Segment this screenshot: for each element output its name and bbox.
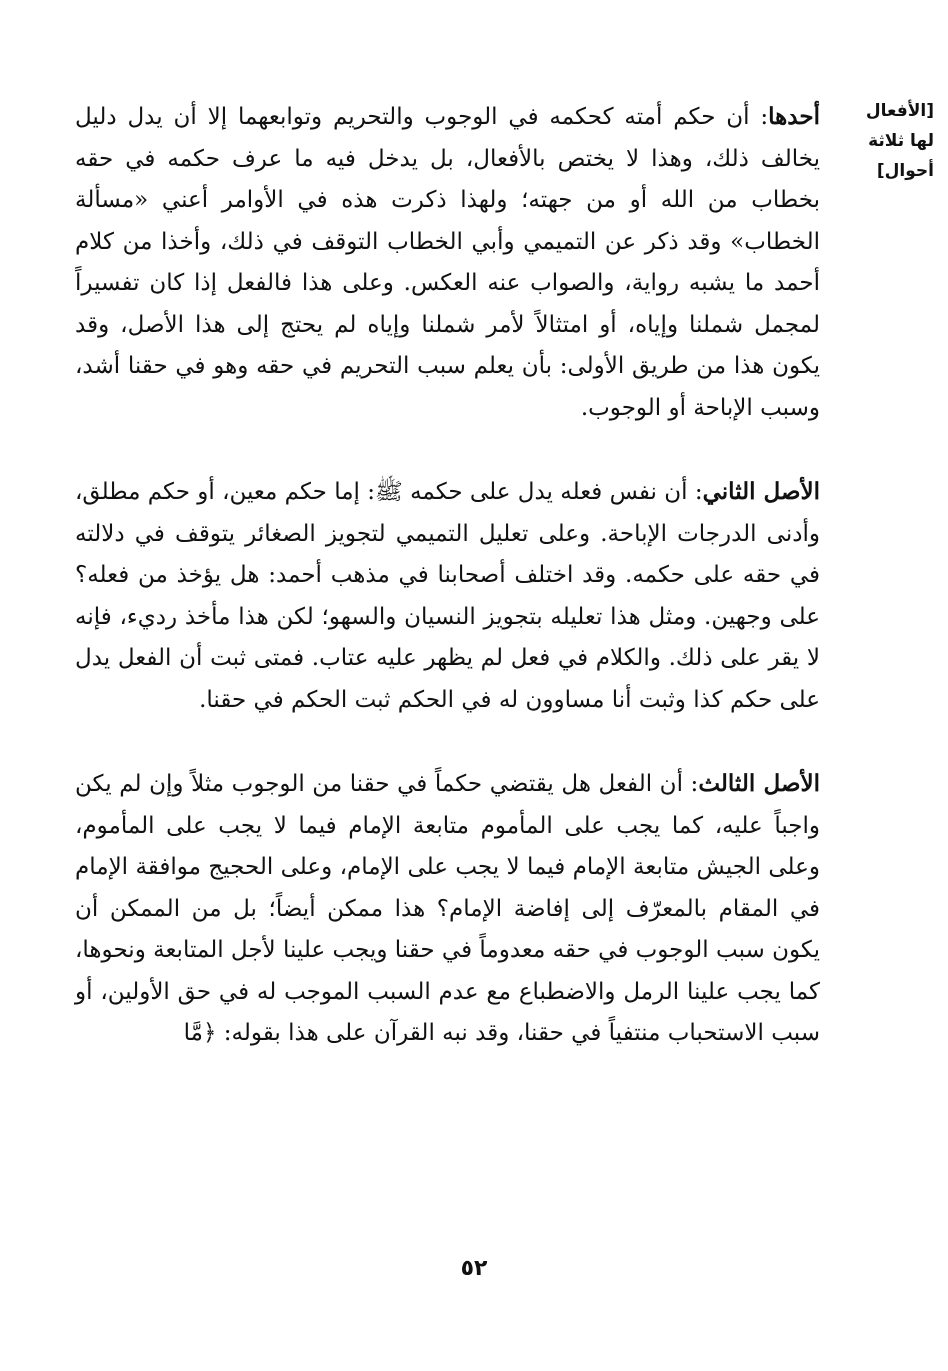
- paragraph-1: [75, 96, 820, 429]
- paragraph-2: [75, 471, 820, 721]
- paragraph-lead: الأصل الثاني: [702, 478, 820, 505]
- paragraph-text: : أن الفعل هل يقتضي حكماً في حقنا من الوجوب مثلاً وإن لم يكن واجباً عليه، كما يجب على المأموم متابعة الإمام فيما لا يجب على المأموم، وعلى الجيش متابعة الإمام فيما لا يجب على الإمام، وعلى الحجيج موافقة الإمام في المقام بالمعرّف إلى إفاضة الإمام؟ هذا ممكن أيضاً؛ بل من الممكن أن يكون سبب الوجوب في حقه معدوماً في حقنا ويجب علينا لأجل المتابعة ونحوها، كما يجب علينا الرمل والاضطباع مع عدم السبب الموجب له في حق الأولين، أو سبب الاستحباب منتفياً في حقنا، وقد نبه القرآن على هذا بقوله: ﴿مَّا: [75, 771, 820, 1046]
- paragraph-lead: أحدها: [768, 103, 820, 130]
- paragraph-lead: الأصل الثالث: [698, 770, 820, 797]
- paragraph-3: [75, 763, 820, 1055]
- body-text: [75, 96, 820, 1055]
- page-number: ٥٢: [460, 1256, 488, 1281]
- paragraph-text: : أن نفس فعله يدل على حكمه ﷺ: إما حكم معين، أو حكم مطلق، وأدنى الدرجات الإباحة. وعلى تعليل التميمي لتجويز الصغائر يتوقف في دلالته في حقه على حكمه. وقد اختلف أصحابنا في مذهب أحمد: هل يؤخذ من فعله؟ على وجهين. ومثل هذا تعليله بتجويز النسيان والسهو؛ لكن هذا مأخذ رديء، فإنه لا يقر على ذلك. والكلام في فعل لم يظهر عليه عتاب. فمتى ثبت أن الفعل يدل على حكم كذا وثبت أنا مساوون له في الحكم ثبت الحكم في حقنا.: [75, 479, 820, 713]
- paragraph-text: : أن حكم أمته كحكمه في الوجوب والتحريم وتوابعهما إلا أن يدل دليل يخالف ذلك، وهذا لا يختص بالأفعال، بل يدخل فيه ما عرف حكمه في حقه بخطاب من الله أو من جهته؛ ولهذا ذكرت هذه في الأوامر أعني «مسألة الخطاب» وقد ذكر عن التميمي وأبي الخطاب التوقف في ذلك، وأخذا من كلام أحمد ما يشبه رواية، والصواب عنه العكس. وعلى هذا فالفعل إذا كان تفسيراً لمجمل شملنا وإياه، أو امتثالاً لأمر شملنا وإياه لم يحتج إلى هذا الأصل، وقد يكون هذا من طريق الأولى: بأن يعلم سبب التحريم في حقه وهو في حقنا أشد، وسبب الإباحة أو الوجوب.: [75, 104, 820, 421]
- margin-note: [الأفعال لها ثلاثة أحوال]: [865, 101, 934, 181]
